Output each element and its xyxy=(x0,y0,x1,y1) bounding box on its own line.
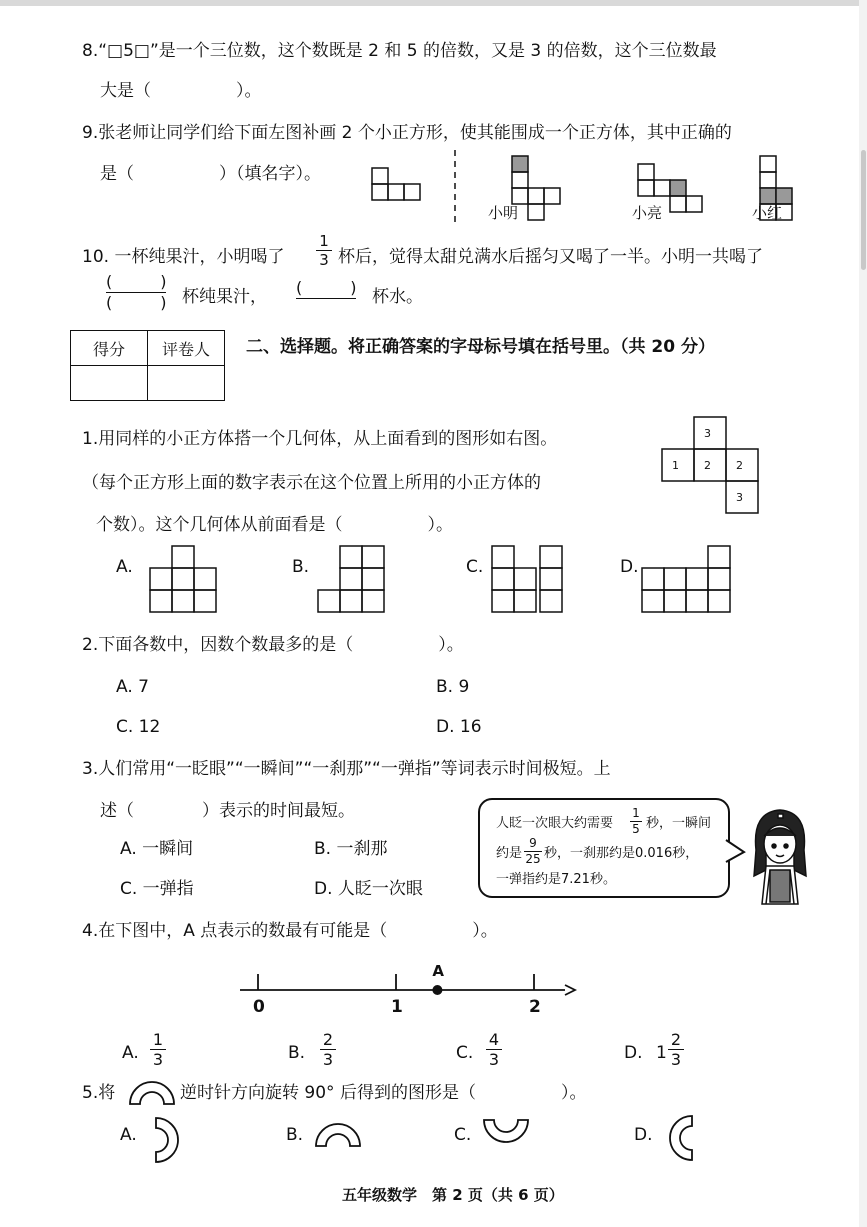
c5-option-b[interactable]: B. xyxy=(286,1125,304,1145)
c4-option-a-frac xyxy=(150,1030,166,1069)
q10-frac-num: 1 xyxy=(316,232,332,251)
c4-option-a-den: 3 xyxy=(152,1050,164,1069)
q10-part2: 杯后，觉得太甜兑满水后摇匀又喝了一半。小明一共喝了 xyxy=(338,247,763,267)
bubble-text-1a: 人眨一次眼大约需要 xyxy=(496,816,614,831)
c1-option-d[interactable]: D. xyxy=(620,557,639,577)
c4-option-d-whole: 1 xyxy=(656,1043,667,1063)
bubble-frac-2 xyxy=(524,836,542,867)
c2-stem: 2.下面各数中，因数个数最多的是（ ）。 xyxy=(82,635,464,655)
c3-option-d[interactable]: D. 人眨一次眼 xyxy=(314,879,423,899)
section2-title: 二、选择题。将正确答案的字母标号填在括号里。（共 20 分） xyxy=(246,337,715,357)
q9-name-xiaohong: 小红 xyxy=(752,204,783,222)
shape-up-arch-icon xyxy=(314,1120,364,1148)
c2-option-d[interactable]: D. 16 xyxy=(436,717,482,737)
c1-grid-num: 2 xyxy=(704,459,711,472)
score-table xyxy=(70,330,225,401)
c1-option-figures xyxy=(148,544,788,616)
scrollbar[interactable] xyxy=(859,0,867,1227)
grader-cell[interactable] xyxy=(148,366,225,401)
bubble-frac-1-num: 1 xyxy=(630,806,642,822)
c1-option-b[interactable]: B. xyxy=(292,557,310,577)
c5-option-d[interactable]: D. xyxy=(634,1125,653,1145)
c1-line1: 1.用同样的小正方体搭一个几何体，从上面看到的图形如右图。 xyxy=(82,429,558,449)
c1-grid-num: 3 xyxy=(736,491,743,504)
bubble-frac-2-num: 9 xyxy=(524,836,542,852)
speech-bubble xyxy=(478,798,730,898)
score-cell[interactable] xyxy=(71,366,148,401)
c4-option-d-den: 3 xyxy=(670,1050,682,1069)
c4-option-d[interactable]: D. xyxy=(624,1043,643,1063)
c5-option-a[interactable]: A. xyxy=(120,1125,137,1145)
c1-option-a[interactable]: A. xyxy=(116,557,133,577)
c1-grid-num: 1 xyxy=(672,459,679,472)
bubble-text-1b: 秒，一瞬间 xyxy=(646,816,712,831)
c4-option-d-frac xyxy=(668,1030,684,1069)
shape-right-arch-icon xyxy=(152,1116,184,1164)
scrollbar-thumb[interactable] xyxy=(861,150,866,270)
q9-nets-figure xyxy=(370,150,810,230)
c3-line2: 述（ ）表示的时间最短。 xyxy=(100,801,355,821)
q10-frac-den: 3 xyxy=(319,251,329,269)
c4-option-c-den: 3 xyxy=(488,1050,500,1069)
c4-option-b-den: 3 xyxy=(322,1050,334,1069)
q10-blank-juice-num[interactable]: ( ) xyxy=(106,272,167,291)
c4-tick-label: 2 xyxy=(529,997,541,1017)
number-line-point-a xyxy=(432,985,442,995)
page-footer: 五年级数学 第 2 页（共 6 页） xyxy=(342,1186,564,1204)
q10-part1: 10. 一杯纯果汁，小明喝了 xyxy=(82,247,285,267)
q10-end: 杯水。 xyxy=(372,287,423,307)
bubble-text-3: 一弹指约是7.21秒。 xyxy=(496,872,616,887)
q9-line1: 9.张老师让同学们给下面左图补画 2 个小正方形，使其能围成一个正方体，其中正确的 xyxy=(82,123,732,143)
q9-name-xiaoliang: 小亮 xyxy=(632,204,663,222)
q10-blank-juice-den[interactable]: ( ) xyxy=(106,293,167,312)
c2-option-c[interactable]: C. 12 xyxy=(116,717,161,737)
q8-line2: 大是（ ）。 xyxy=(100,81,262,101)
c1-line2: （每个正方形上面的数字表示在这个位置上所用的小正方体的 xyxy=(82,473,541,493)
q10-blank-juice[interactable] xyxy=(106,272,166,313)
c2-option-b[interactable]: B. 9 xyxy=(436,677,470,697)
c4-number-line xyxy=(230,958,580,1018)
shape-down-arch-icon xyxy=(482,1118,532,1146)
bubble-frac-1 xyxy=(630,806,642,837)
c5-part2: 逆时针方向旋转 90° 后得到的图形是（ ）。 xyxy=(180,1083,587,1103)
c4-stem: 4.在下图中，A 点表示的数最有可能是（ ）。 xyxy=(82,921,498,941)
grader-header: 评卷人 xyxy=(148,331,225,366)
c4-tick-label: 1 xyxy=(391,997,403,1017)
number-line-arrow xyxy=(565,985,575,995)
q10-mid: 杯纯果汁， xyxy=(182,287,267,307)
bubble-text-2b: 秒，一刹那约是0.016秒， xyxy=(544,846,699,861)
c4-option-c[interactable]: C. xyxy=(456,1043,474,1063)
bubble-text-2a: 约是 xyxy=(496,846,523,861)
q10-blank-water[interactable] xyxy=(296,278,356,299)
c4-option-c-frac xyxy=(486,1030,502,1069)
c4-option-a-num: 1 xyxy=(150,1030,166,1050)
c1-grid-num: 3 xyxy=(704,427,711,440)
c5-part1: 5.将 xyxy=(82,1083,116,1103)
score-header: 得分 xyxy=(71,331,148,366)
q9-line2: 是（ ）（填名字）。 xyxy=(100,164,321,184)
c1-line3: 个数）。这个几何体从前面看是（ ）。 xyxy=(96,515,453,535)
c3-line1: 3.人们常用“一眨眼”“一瞬间”“一刹那”“一弹指”等词表示时间极短。上 xyxy=(82,759,611,779)
q10-fraction xyxy=(316,232,332,269)
c4-option-c-num: 4 xyxy=(486,1030,502,1050)
c1-grid-num: 2 xyxy=(736,459,743,472)
c4-option-a[interactable]: A. xyxy=(122,1043,139,1063)
c3-option-a[interactable]: A. 一瞬间 xyxy=(120,839,194,859)
top-bar xyxy=(0,0,867,6)
c4-tick-label: 0 xyxy=(253,997,265,1017)
c3-option-b[interactable]: B. 一刹那 xyxy=(314,839,388,859)
c1-option-c[interactable]: C. xyxy=(466,557,484,577)
girl-illustration xyxy=(748,806,812,906)
shape-left-arch-icon xyxy=(664,1114,696,1162)
c5-option-c[interactable]: C. xyxy=(454,1125,472,1145)
c2-option-a[interactable]: A. 7 xyxy=(116,677,149,697)
bubble-frac-2-den: 25 xyxy=(525,852,541,866)
q9-name-xiaoming: 小明 xyxy=(488,204,519,222)
c4-point-label: A xyxy=(432,962,444,980)
c4-option-b-num: 2 xyxy=(320,1030,336,1050)
bubble-frac-1-den: 5 xyxy=(632,822,640,836)
bubble-tail xyxy=(726,840,746,864)
arch-shape-icon xyxy=(128,1080,178,1106)
c4-option-b[interactable]: B. xyxy=(288,1043,306,1063)
q8-line1: 8.“□5□”是一个三位数，这个数既是 2 和 5 的倍数，又是 3 的倍数，这个三位数最 xyxy=(82,41,717,61)
c4-option-b-frac xyxy=(320,1030,336,1069)
c4-option-d-num: 2 xyxy=(668,1030,684,1050)
q10-blank-water-num[interactable]: ( ) xyxy=(296,278,357,297)
c3-option-c[interactable]: C. 一弹指 xyxy=(120,879,194,899)
